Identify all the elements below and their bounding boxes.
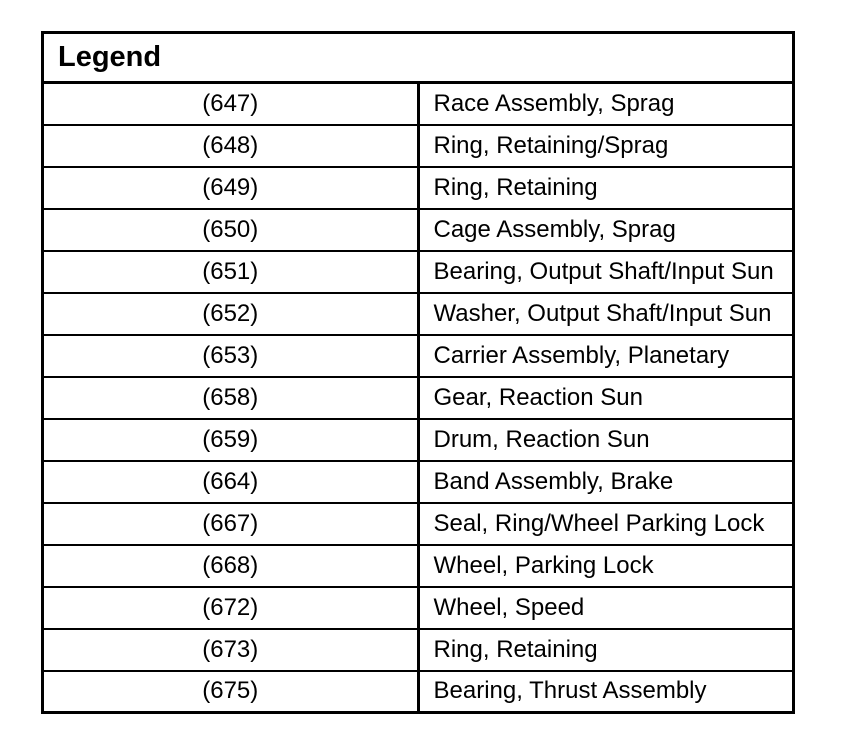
part-number: (673) [43, 629, 419, 671]
part-number: (653) [43, 335, 419, 377]
part-number: (651) [43, 251, 419, 293]
part-number: (668) [43, 545, 419, 587]
table-row [43, 293, 794, 335]
part-description: Gear, Reaction Sun [418, 377, 794, 419]
part-number: (647) [43, 83, 419, 125]
part-description: Wheel, Speed [418, 587, 794, 629]
table-row [43, 587, 794, 629]
table-row [43, 377, 794, 419]
table-row [43, 167, 794, 209]
table-row [43, 671, 794, 713]
part-description: Washer, Output Shaft/Input Sun [418, 293, 794, 335]
legend-table [41, 31, 795, 714]
legend-title: Legend [43, 33, 794, 83]
table-row [43, 125, 794, 167]
table-row [43, 545, 794, 587]
table-row [43, 629, 794, 671]
part-number: (648) [43, 125, 419, 167]
legend-table-body [43, 33, 794, 713]
part-number: (649) [43, 167, 419, 209]
part-number: (672) [43, 587, 419, 629]
part-description: Drum, Reaction Sun [418, 419, 794, 461]
part-description: Bearing, Thrust Assembly [433, 677, 707, 705]
table-row [43, 419, 794, 461]
part-description: Ring, Retaining [418, 629, 794, 671]
part-description: Carrier Assembly, Planetary [418, 335, 794, 377]
part-description: Band Assembly, Brake [418, 461, 794, 503]
part-number: (652) [43, 293, 419, 335]
part-description: Ring, Retaining [418, 167, 794, 209]
legend-header-row [43, 33, 794, 83]
part-description: Cage Assembly, Sprag [418, 209, 794, 251]
table-row [43, 209, 794, 251]
part-number: (664) [43, 461, 419, 503]
part-description: Wheel, Parking Lock [418, 545, 794, 587]
part-description: Ring, Retaining/Sprag [418, 125, 794, 167]
part-number: (650) [43, 209, 419, 251]
part-description: Bearing, Output Shaft/Input Sun [418, 251, 794, 293]
table-row [43, 251, 794, 293]
part-description: Seal, Ring/Wheel Parking Lock [418, 503, 794, 545]
part-number: (659) [43, 419, 419, 461]
table-row [43, 83, 794, 125]
part-description: Race Assembly, Sprag [418, 83, 794, 125]
part-number: (667) [43, 503, 419, 545]
part-number: (675) [43, 671, 419, 713]
part-number: (658) [43, 377, 419, 419]
table-row [43, 335, 794, 377]
table-row [43, 503, 794, 545]
table-row [43, 461, 794, 503]
